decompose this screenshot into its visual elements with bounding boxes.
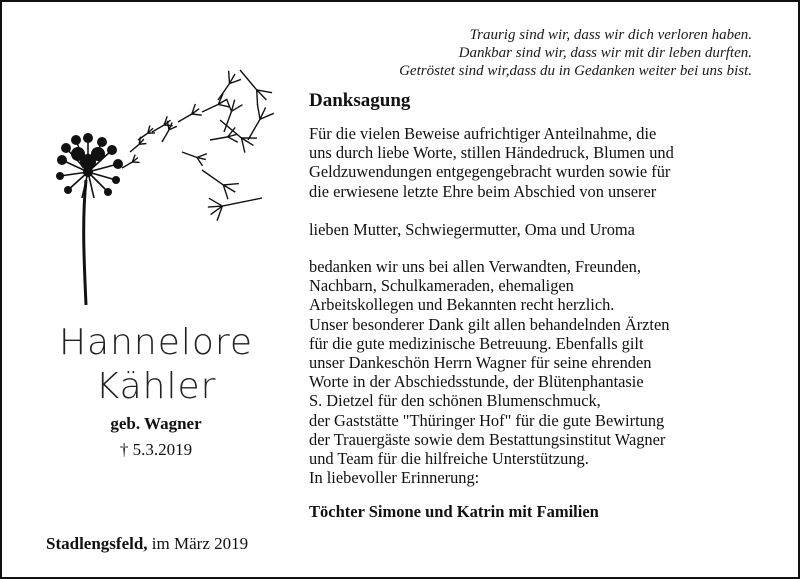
thank-you-text <box>309 124 769 487</box>
place-date <box>46 534 248 554</box>
page-title: Danksagung <box>309 90 411 111</box>
text-line: Für die vielen Beweise aufrichtiger Anteilnahme, die <box>309 124 657 143</box>
text-line: für die gute medizinische Betreuung. Ebenfalls gilt <box>309 333 644 353</box>
text-line: unser Dankeschön Herrn Wagner für seine ehrenden <box>309 353 652 373</box>
relation-line: lieben Mutter, Schwiegermutter, Oma und Uroma <box>309 219 635 239</box>
text-line: und Team für die hilfreiche Unterstützung. <box>309 449 589 469</box>
deceased-first-name: Hannelore <box>58 322 254 363</box>
text-line: In liebevoller Erinnerung: <box>309 468 480 488</box>
text-line: die erwiesene letzte Ehre beim Abschied von unserer <box>309 181 657 201</box>
text-line: Worte in der Abschiedsstunde, der Blütenphantasie <box>309 372 644 392</box>
text-line: Nachbarn, Schulkameraden, ehemaligen <box>309 276 574 296</box>
flying-seeds <box>120 64 275 223</box>
dandelion-illustration <box>40 60 280 310</box>
text-line: Arbeitskollegen und Bekannten recht herzlich. <box>309 295 615 315</box>
text-line: uns durch liebe Worte, stillen Händedruck, Blumen und <box>309 143 674 163</box>
birth-name: geb. Wagner <box>110 414 202 433</box>
signature: Töchter Simone und Katrin mit Familien <box>309 502 599 521</box>
text-line: Geldzuwendungen entgegengebracht wurden sowie für <box>309 162 671 182</box>
deceased-last-name: Kähler <box>95 366 217 407</box>
text-line: S. Dietzel für den schönen Blumenschmuck, <box>309 391 601 411</box>
date: im März 2019 <box>147 534 249 553</box>
text-line: der Gaststätte "Thüringer Hof" für die gute Bewirtung <box>309 410 665 430</box>
text-line: der Trauergäste sowie dem Bestattungsinstitut Wagner <box>309 429 666 449</box>
text-line: bedanken wir uns bei allen Verwandten, Freunden, <box>309 257 641 277</box>
place: Stadlengsfeld, <box>46 534 148 553</box>
death-date: † 5.3.2019 <box>119 440 193 459</box>
text-line: Unser besonderer Dank gilt allen behandelnden Ärzten <box>309 314 670 334</box>
quote-line: Dankbar sind wir, dass wir mit dir leben durften. <box>458 45 752 61</box>
quote-line: Traurig sind wir, dass wir dich verloren haben. <box>469 27 752 43</box>
dandelion-head <box>56 133 123 198</box>
quote <box>399 26 752 80</box>
quote-line: Getröstet sind wir,dass du in Gedanken weiter bei uns bist. <box>399 63 752 79</box>
